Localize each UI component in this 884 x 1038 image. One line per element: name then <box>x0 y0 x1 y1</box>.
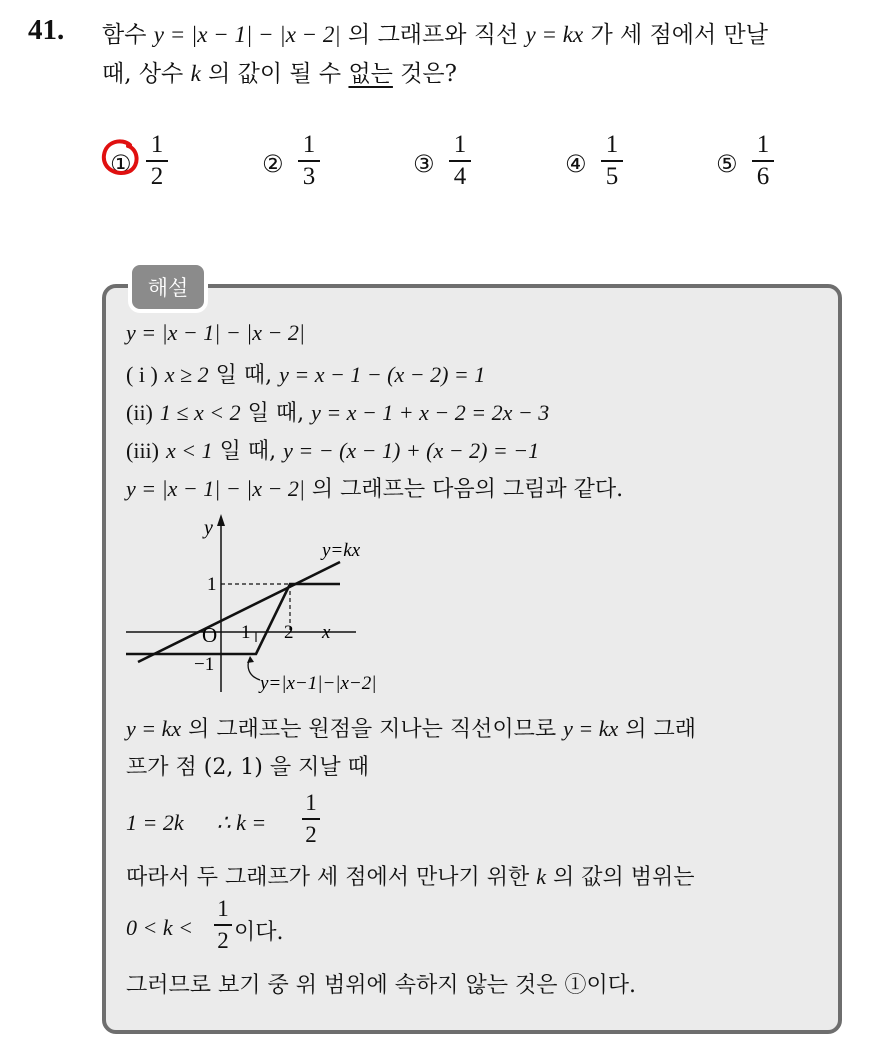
y-axis-arrow <box>217 514 225 526</box>
solution-line-10-tail <box>234 915 284 946</box>
label-x-tick-2: 2 <box>284 622 294 643</box>
label-x-axis: x <box>322 622 331 643</box>
numerator: 1 <box>150 131 164 158</box>
label-line: y=kx <box>322 540 361 561</box>
line-equation: y = kx <box>525 22 584 47</box>
denominator: 4 <box>453 163 467 190</box>
solution-badge: 해설 <box>128 261 208 313</box>
therefore: ∴ k = <box>216 810 267 835</box>
denominator: 2 <box>305 822 317 847</box>
choice-marker: ① <box>110 150 132 178</box>
choice-2[interactable] <box>262 132 382 202</box>
choice-3[interactable] <box>413 132 533 202</box>
choice-fraction <box>449 132 471 190</box>
solution-line-8 <box>126 810 266 836</box>
equation: y = kx <box>126 716 182 741</box>
question-text: 가 세 점에서 만날 <box>583 22 768 48</box>
choice-marker: ⑤ <box>716 150 738 178</box>
choice-5[interactable] <box>716 132 836 202</box>
choice-fraction <box>146 132 168 190</box>
choice-marker: ④ <box>565 150 587 178</box>
function-graph <box>118 510 448 700</box>
denominator: 2 <box>150 163 164 190</box>
label-x-tick-1: 1 <box>241 622 251 643</box>
denominator: 3 <box>302 163 316 190</box>
emphasis-underlined: 없는 <box>348 61 393 87</box>
question-line-2 <box>102 55 457 88</box>
solution-line-9 <box>126 860 695 891</box>
text: 일 때, <box>212 439 284 464</box>
label-y-tick-m1: −1 <box>194 654 215 675</box>
line-y-kx <box>138 562 340 662</box>
choice-fraction <box>601 132 623 190</box>
solution-line-10 <box>126 915 193 941</box>
equation: y = |x − 1| − |x − 2| <box>126 476 305 501</box>
numerator: 1 <box>302 131 316 158</box>
condition: x < 1 <box>166 438 213 463</box>
solution-line-5 <box>126 472 623 503</box>
solution-line-6 <box>126 712 696 743</box>
choice-fraction <box>298 132 320 190</box>
question-number: 41. <box>28 14 65 46</box>
label-y-tick-1: 1 <box>207 574 217 595</box>
question-text: 것은? <box>392 61 457 87</box>
label-y-axis: y <box>204 517 213 539</box>
question-text: 함수 <box>102 22 154 48</box>
denominator: 6 <box>756 163 770 190</box>
denominator: 5 <box>605 163 619 190</box>
equation: y = x − 1 − (x − 2) = 1 <box>279 362 486 387</box>
text: 프가 점 (2, 1) 을 지날 때 <box>126 755 369 780</box>
inequality: 0 < k < <box>126 915 193 940</box>
numerator: 1 <box>305 790 317 815</box>
numerator: 1 <box>756 131 770 158</box>
solution-line-3 <box>126 396 549 427</box>
condition: x ≥ 2 <box>164 362 209 387</box>
numerator: 1 <box>605 131 619 158</box>
case-label: ( i ) <box>126 362 158 387</box>
question-text: 때, 상수 <box>102 61 191 87</box>
fraction-one-half <box>214 896 232 954</box>
denominator: 2 <box>217 928 229 953</box>
label-curve: y=|x−1|−|x−2| <box>260 673 377 694</box>
text: 의 그래 <box>618 717 697 742</box>
solution-line-4 <box>126 434 539 465</box>
equation: y = |x − 1| − |x − 2| <box>126 320 305 345</box>
text: 의 그래프는 원점을 지나는 직선이므로 <box>181 717 564 742</box>
constant-k: k <box>536 864 547 889</box>
numerator: 1 <box>217 896 229 921</box>
equation: 1 = 2k <box>126 810 184 835</box>
question-text: 의 값이 될 수 <box>200 61 349 87</box>
piecewise-curve <box>126 584 340 654</box>
question-text: 의 그래프와 직선 <box>340 22 526 48</box>
numerator: 1 <box>453 131 467 158</box>
equation: y = − (x − 1) + (x − 2) = −1 <box>283 438 540 463</box>
choice-marker: ② <box>262 150 284 178</box>
choice-marker: ③ <box>413 150 435 178</box>
answer-circle-mark <box>100 137 140 177</box>
equation: y = kx <box>563 716 619 741</box>
text: 의 값의 범위는 <box>546 865 695 890</box>
choice-4[interactable] <box>565 132 685 202</box>
equation: y = x − 1 + x − 2 = 2x − 3 <box>311 400 550 425</box>
function-equation: y = |x − 1| − |x − 2| <box>153 22 341 47</box>
solution-line-1 <box>126 320 305 346</box>
text: 일 때, <box>208 363 280 388</box>
case-label: (iii) <box>126 438 159 463</box>
label-origin: O <box>202 623 218 647</box>
fraction-one-half <box>302 790 320 848</box>
constant-k: k <box>190 61 201 86</box>
solution-line-7 <box>126 750 369 781</box>
choice-fraction <box>752 132 774 190</box>
text: 그러므로 보기 중 위 범위에 속하지 않는 것은 ①이다. <box>126 973 636 998</box>
solution-line-2 <box>126 358 485 389</box>
case-label: (ii) <box>126 400 153 425</box>
question-line-1 <box>102 16 768 49</box>
text: 이다. <box>234 920 284 945</box>
solution-line-11 <box>126 968 636 999</box>
text: 일 때, <box>240 401 312 426</box>
text: 의 그래프는 다음의 그림과 같다. <box>304 477 624 502</box>
text: 따라서 두 그래프가 세 점에서 만나기 위한 <box>126 865 537 890</box>
condition: 1 ≤ x < 2 <box>159 400 241 425</box>
